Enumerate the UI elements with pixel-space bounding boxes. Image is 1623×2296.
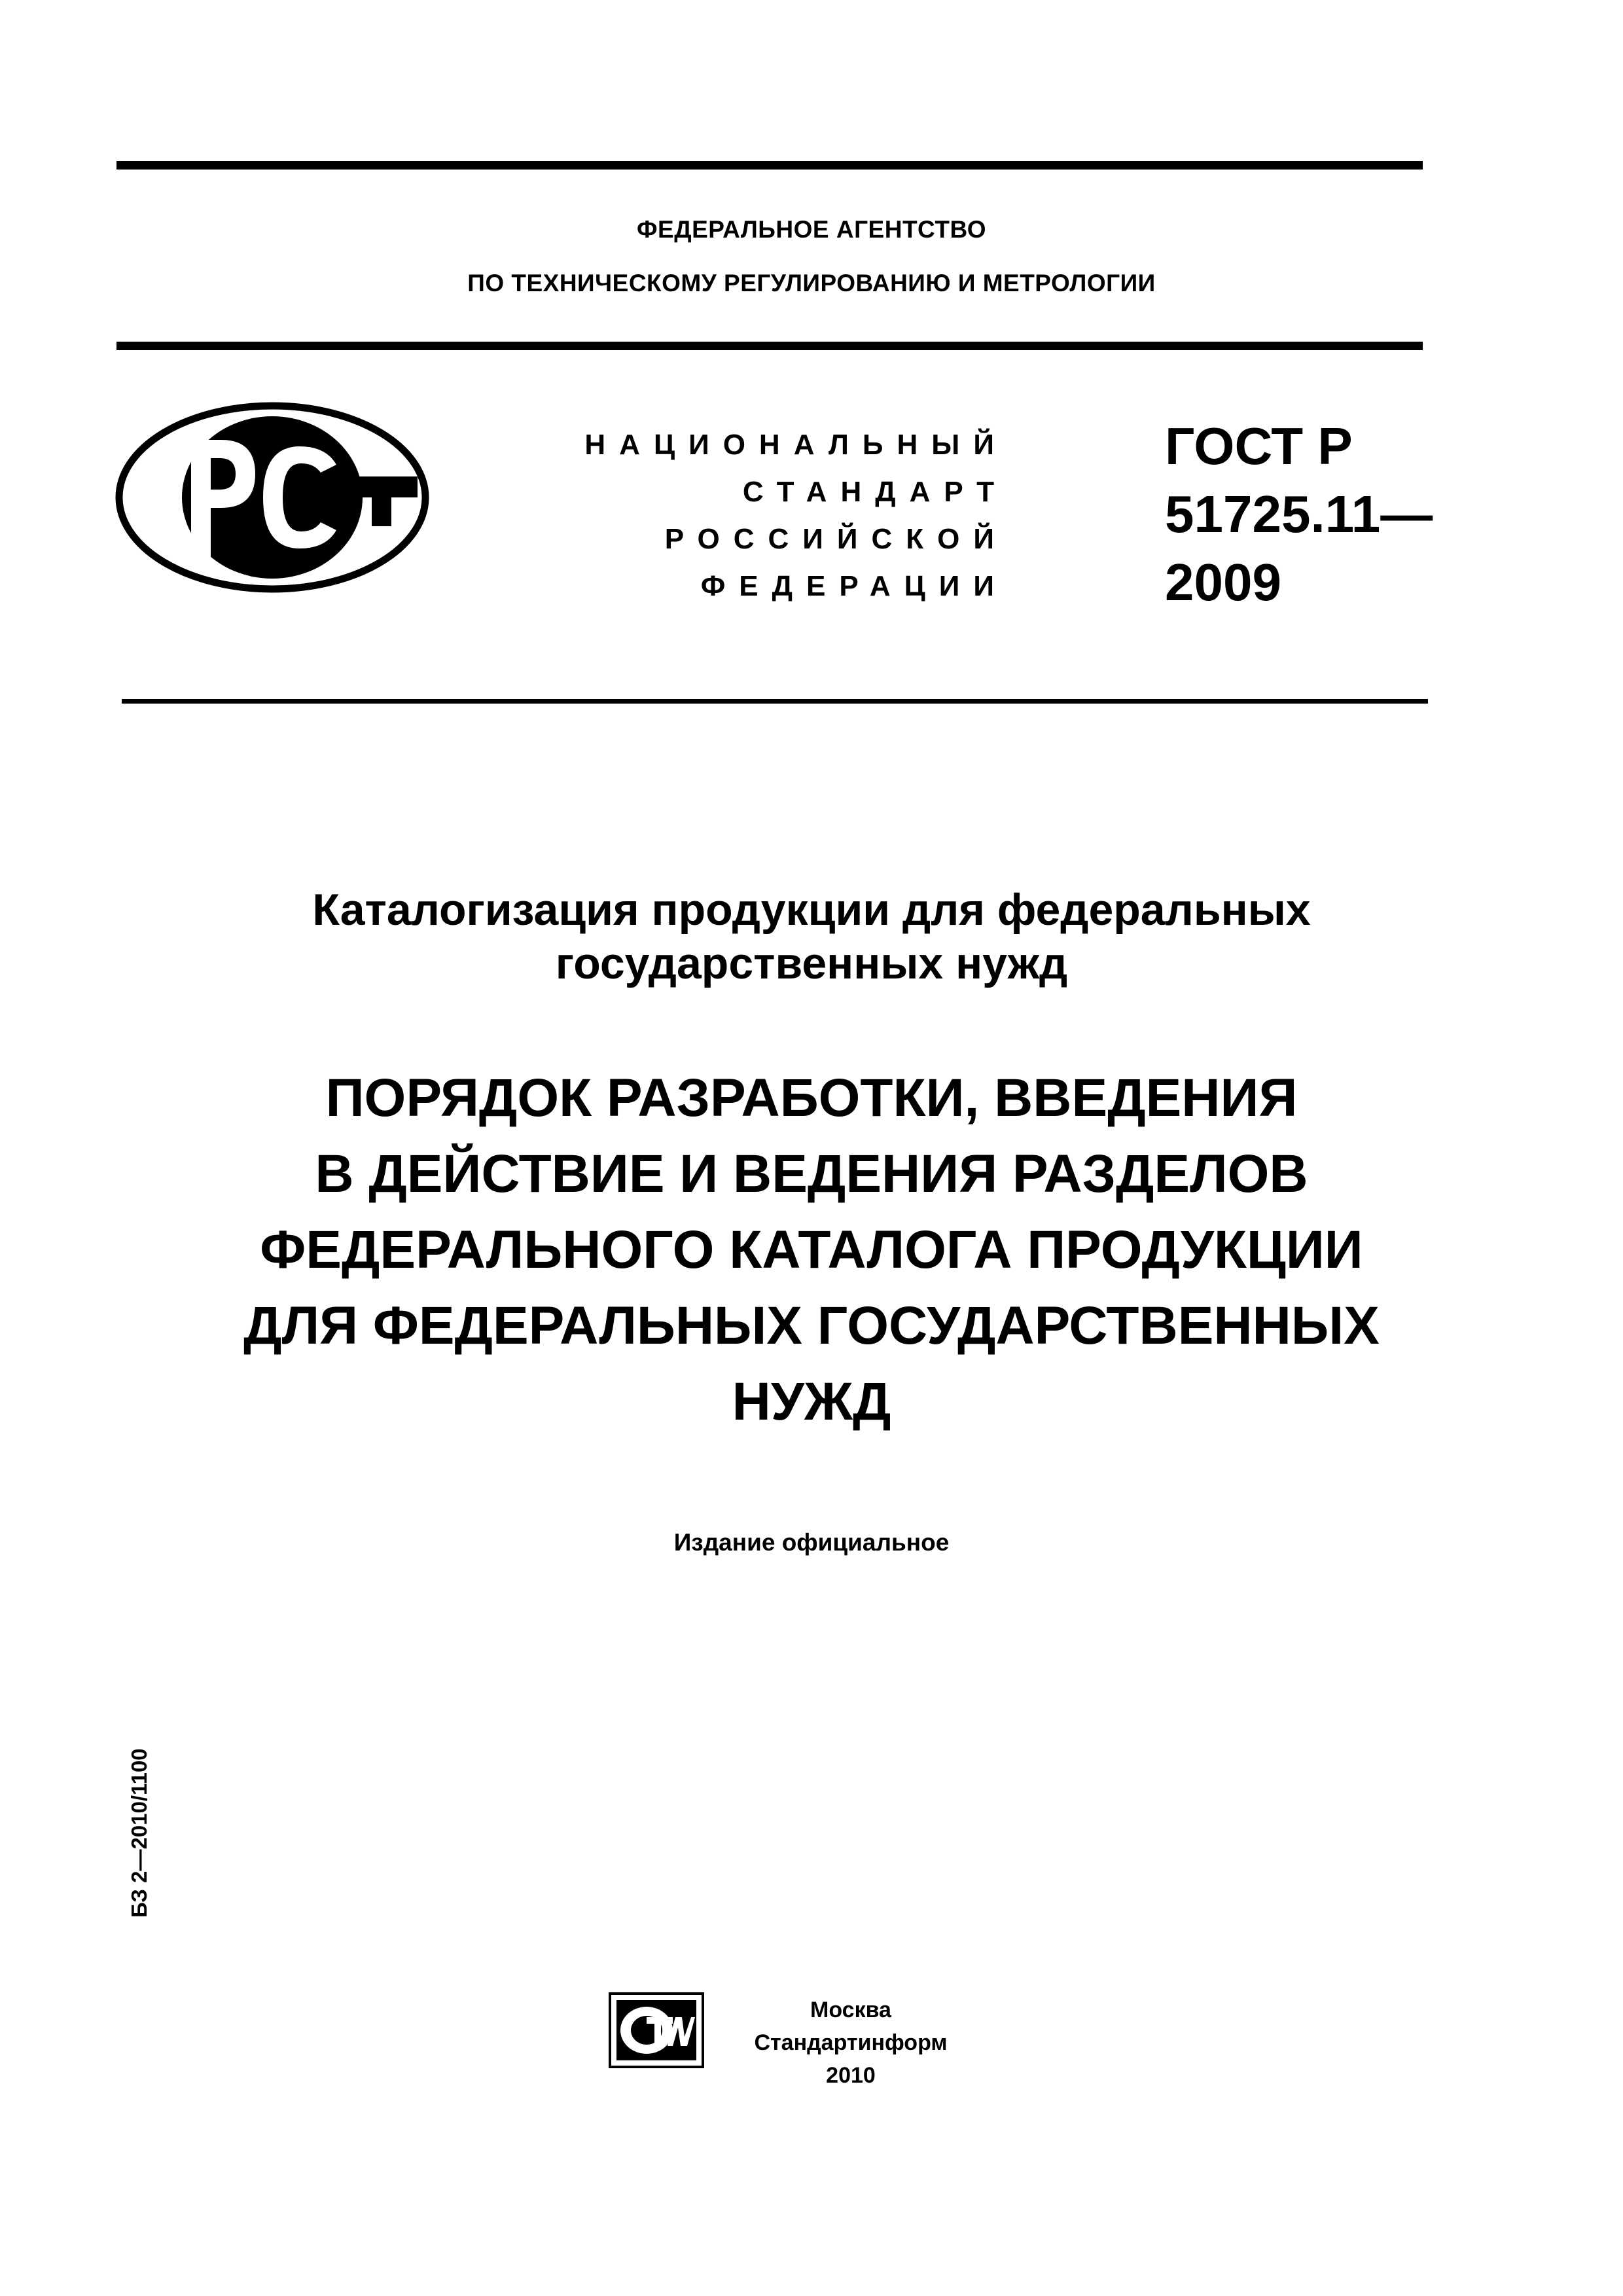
national-standard-line-3: РОССИЙСКОЙ (664, 523, 1008, 555)
rst-national-standard-logo-icon (115, 402, 429, 593)
edition-note: Издание официальное (673, 1529, 950, 1556)
national-standard-line-1: НАЦИОНАЛЬНЫЙ (584, 429, 1008, 461)
document-title-line-1: ПОРЯДОК РАЗРАБОТКИ, ВВЕДЕНИЯ (325, 1068, 1298, 1128)
agency-bottom-rule (116, 342, 1423, 350)
designation-line-3: 2009 (1165, 553, 1281, 611)
designation-line-2: 51725.11— (1165, 485, 1433, 543)
national-standard-line-2: СТАНДАРТ (742, 476, 1008, 508)
document-title-line-4: ДЛЯ ФЕДЕРАЛЬНЫХ ГОСУДАРСТВЕННЫХ (243, 1296, 1380, 1355)
document-subtitle-line-2: государственных нужд (555, 939, 1068, 988)
top-rule (116, 161, 1423, 170)
agency-name-line-1: ФЕДЕРАЛЬНОЕ АГЕНТСТВО (636, 216, 987, 243)
publisher-name: Стандартинформ (754, 2030, 948, 2055)
document-subtitle-line-1: Каталогизация продукции для федеральных (312, 885, 1311, 935)
header-bottom-rule (122, 699, 1428, 704)
national-standard-line-4: ФЕДЕРАЦИИ (700, 570, 1008, 602)
publisher-year: 2010 (826, 2063, 876, 2088)
document-title-line-2: В ДЕЙСТВИЕ И ВЕДЕНИЯ РАЗДЕЛОВ (315, 1144, 1308, 1204)
document-title-line-5: НУЖД (732, 1372, 891, 1431)
agency-name-line-2: ПО ТЕХНИЧЕСКОМУ РЕГУЛИРОВАНИЮ И МЕТРОЛОГИИ (467, 270, 1156, 296)
side-code: БЗ 2—2010/1100 (127, 1748, 151, 1918)
document-title-line-3: ФЕДЕРАЛЬНОГО КАТАЛОГА ПРОДУКЦИИ (260, 1220, 1363, 1280)
standard-designation (1165, 412, 1518, 617)
standartinform-logo-icon (607, 1991, 705, 2070)
publisher-city: Москва (810, 1998, 891, 2022)
designation-line-1: ГОСТ Р (1165, 417, 1353, 475)
